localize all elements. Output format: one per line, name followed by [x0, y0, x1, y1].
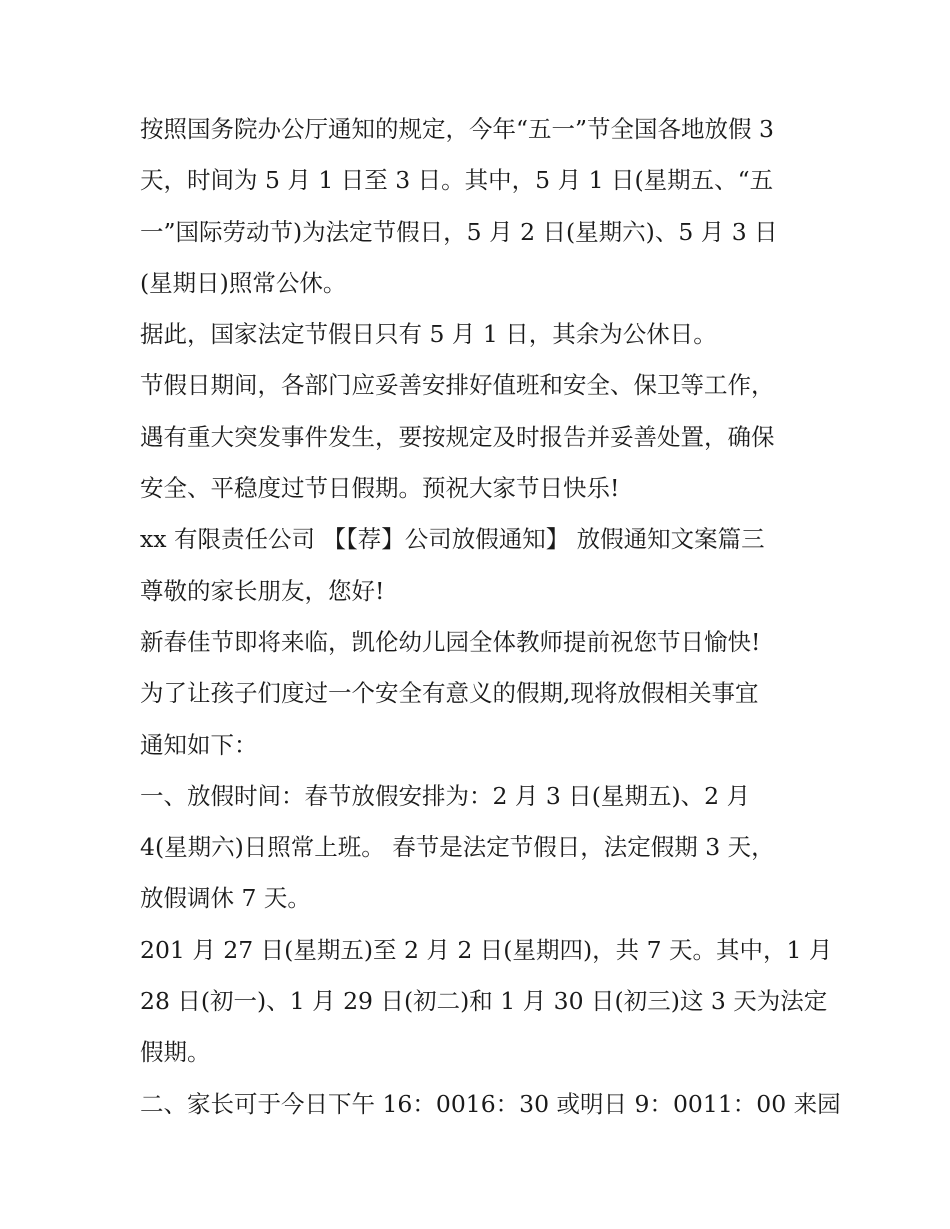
text-line: 据此，国家法定节假日只有 5 月 1 日，其余为公休日。: [140, 320, 717, 349]
text-line: 假期。: [140, 1038, 211, 1067]
text-line: 4(星期六)日照常上班。 春节是法定节假日，法定假期 3 天，: [140, 833, 775, 862]
text-line: 为了让孩子们度过一个安全有意义的假期,现将放假相关事宜: [140, 679, 759, 708]
text-line: 201 月 27 日(星期五)至 2 月 2 日(星期四)，共 7 天。其中，1 月: [140, 935, 833, 964]
text-line: 通知如下：: [140, 730, 258, 759]
text-line: (星期日)照常公休。: [140, 268, 347, 297]
text-line: 遇有重大突发事件发生，要按规定及时报告并妥善处置，确保: [140, 422, 775, 451]
text-line: 二、家长可于今日下午 16：0016：30 或明日 9：0011：00 来园: [140, 1089, 841, 1118]
text-line: 天，时间为 5 月 1 日至 3 日。其中，5 月 1 日(星期五、“五: [140, 166, 774, 195]
text-line: 新春佳节即将来临，凯伦幼儿园全体教师提前祝您节日愉快!: [140, 627, 761, 656]
text-line: 尊敬的家长朋友，您好!: [140, 576, 385, 605]
text-line: 节假日期间，各部门应妥善安排好值班和安全、保卫等工作，: [140, 371, 775, 400]
text-line: 安全、平稳度过节日假期。预祝大家节日快乐!: [140, 474, 620, 503]
text-line: 28 日(初一)、1 月 29 日(初二)和 1 月 30 日(初三)这 3 天为法定: [140, 987, 828, 1016]
text-line: 按照国务院办公厅通知的规定，今年“五一”节全国各地放假 3: [140, 115, 774, 143]
text-line: xx 有限责任公司 【【荐】公司放假通知】 放假通知文案篇三: [140, 525, 765, 554]
text-line: 一”国际劳动节)为法定节假日，5 月 2 日(星期六)、5 月 3 日: [140, 217, 778, 246]
document-body: [140, 104, 841, 1130]
text-line: 放假调休 7 天。: [140, 884, 311, 913]
text-line: 一、放假时间：春节放假安排为：2 月 3 日(星期五)、2 月: [140, 781, 751, 810]
